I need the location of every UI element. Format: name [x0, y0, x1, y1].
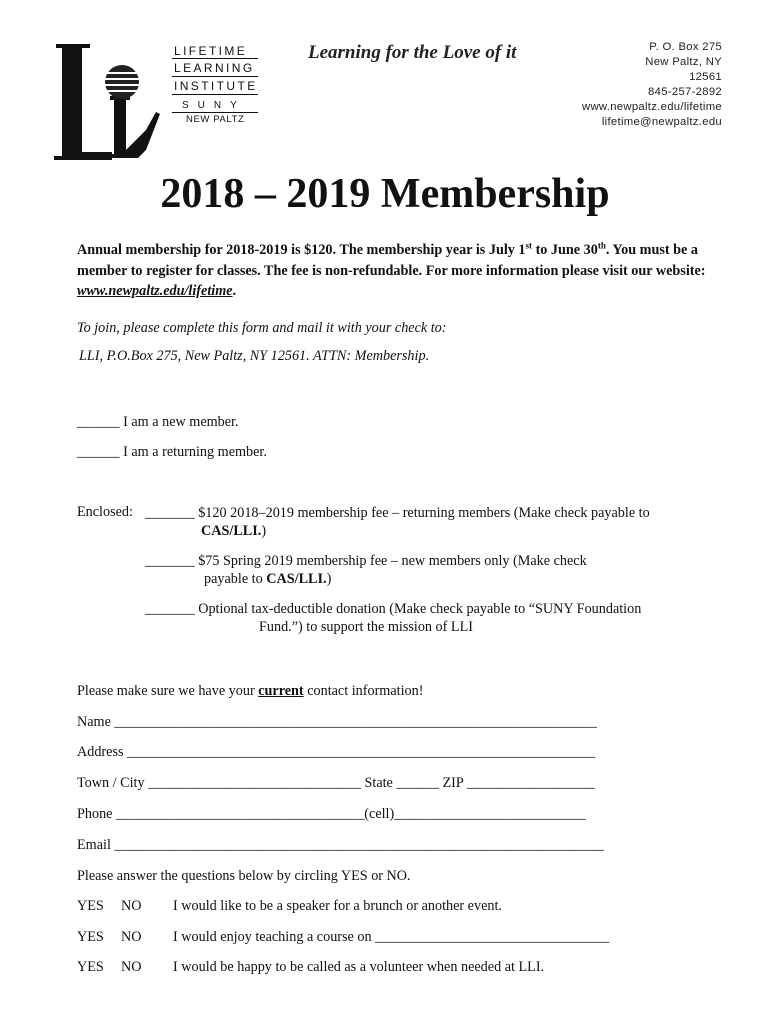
prompt-emphasis: current	[258, 683, 304, 699]
prompt-text: contact information!	[303, 683, 424, 699]
enclosed-text: payable to	[204, 571, 267, 587]
mailing-address: LLI, P.O.Box 275, New Paltz, NY 12561. ATTN: Membership.	[79, 348, 430, 364]
intro-paragraph	[77, 240, 717, 302]
new-paltz-label: NEW PALTZ	[186, 114, 245, 125]
payee-name: CAS/LLI.	[201, 523, 262, 539]
contact-prompt	[77, 681, 423, 701]
tagline: Learning for the Love of it	[308, 42, 517, 63]
website-link[interactable]: www.newpaltz.edu/lifetime	[77, 283, 233, 299]
yes-option[interactable]: YES	[77, 929, 104, 945]
contact-email: lifetime@newpaltz.edu	[601, 116, 722, 128]
no-option[interactable]: NO	[121, 929, 142, 945]
divider	[172, 76, 258, 77]
enclosed-returning-fee[interactable]	[145, 504, 715, 540]
town-state-zip-field[interactable]: Town / City ______________________________ State ______ ZIP __________________	[77, 775, 595, 791]
intro-text: Annual membership for 2018-2019 is $120. The membership year is July 1	[77, 242, 526, 258]
enclosed-label: Enclosed:	[77, 504, 133, 520]
enclosed-text: _______ $120 2018–2019 membership fee – returning members (Make check payable to	[145, 505, 650, 521]
institute-line-2: LEARNING	[174, 61, 255, 75]
intro-sup: th	[597, 240, 606, 251]
contact-po-box: P. O. Box 275	[649, 41, 722, 53]
no-option[interactable]: NO	[121, 959, 142, 975]
lli-logo	[50, 40, 162, 162]
contact-city: New Paltz, NY	[645, 56, 722, 68]
contact-block	[582, 40, 722, 130]
enclosed-text: Fund.”) to support the mission of LLI	[259, 619, 473, 635]
divider	[172, 58, 258, 59]
prompt-text: Please make sure we have your	[77, 683, 259, 699]
enclosed-new-fee[interactable]	[145, 552, 715, 588]
yes-option[interactable]: YES	[77, 959, 104, 975]
contact-website: www.newpaltz.edu/lifetime	[582, 101, 722, 113]
join-instructions: To join, please complete this form and mail it with your check to:	[77, 320, 447, 336]
new-member-option[interactable]: ______ I am a new member.	[77, 414, 239, 430]
phone-field[interactable]: Phone ___________________________________(cell)___________________________	[77, 806, 586, 822]
email-field[interactable]: Email _____________________________________________________________________	[77, 837, 604, 853]
yes-option[interactable]: YES	[77, 898, 104, 914]
question-row	[77, 896, 502, 916]
institute-line-3: INSTITUTE	[174, 79, 258, 93]
contact-phone: 845-257-2892	[648, 86, 722, 98]
intro-text: .	[232, 283, 237, 299]
enclosed-text: )	[326, 571, 332, 587]
enclosed-text: )	[261, 523, 267, 539]
enclosed-donation[interactable]	[145, 600, 715, 636]
suny-label: SUNY	[182, 100, 246, 111]
divider	[172, 112, 258, 113]
name-field[interactable]: Name ____________________________________________________________________	[77, 714, 597, 730]
question-text: I would be happy to be called as a volunteer when needed at LLI.	[173, 959, 545, 975]
returning-member-option[interactable]: ______ I am a returning member.	[77, 444, 267, 460]
payee-name: CAS/LLI.	[266, 571, 327, 587]
intro-text: . You must be a member to register for classes. The fee is non-refundable. For more information please visit our website:	[77, 242, 706, 279]
enclosed-text: _______ Optional tax-deductible donation (Make check payable to “SUNY Foundation	[145, 601, 642, 617]
question-text: I would like to be a speaker for a brunch or another event.	[173, 898, 502, 914]
no-option[interactable]: NO	[121, 898, 142, 914]
question-row	[77, 927, 609, 947]
contact-zip: 12561	[689, 71, 722, 83]
address-field[interactable]: Address __________________________________________________________________	[77, 744, 596, 760]
question-text: I would enjoy teaching a course on _________________________________	[173, 929, 610, 945]
intro-text: to June 30	[532, 242, 598, 258]
questions-prompt: Please answer the questions below by circling YES or NO.	[77, 868, 411, 884]
page-title: 2018 – 2019 Membership	[160, 171, 610, 217]
enclosed-text: _______ $75 Spring 2019 membership fee – new members only (Make check	[145, 553, 587, 569]
institute-line-1: LIFETIME	[174, 44, 248, 58]
question-row	[77, 957, 544, 977]
divider	[172, 94, 258, 95]
intro-sup: st	[525, 240, 533, 251]
